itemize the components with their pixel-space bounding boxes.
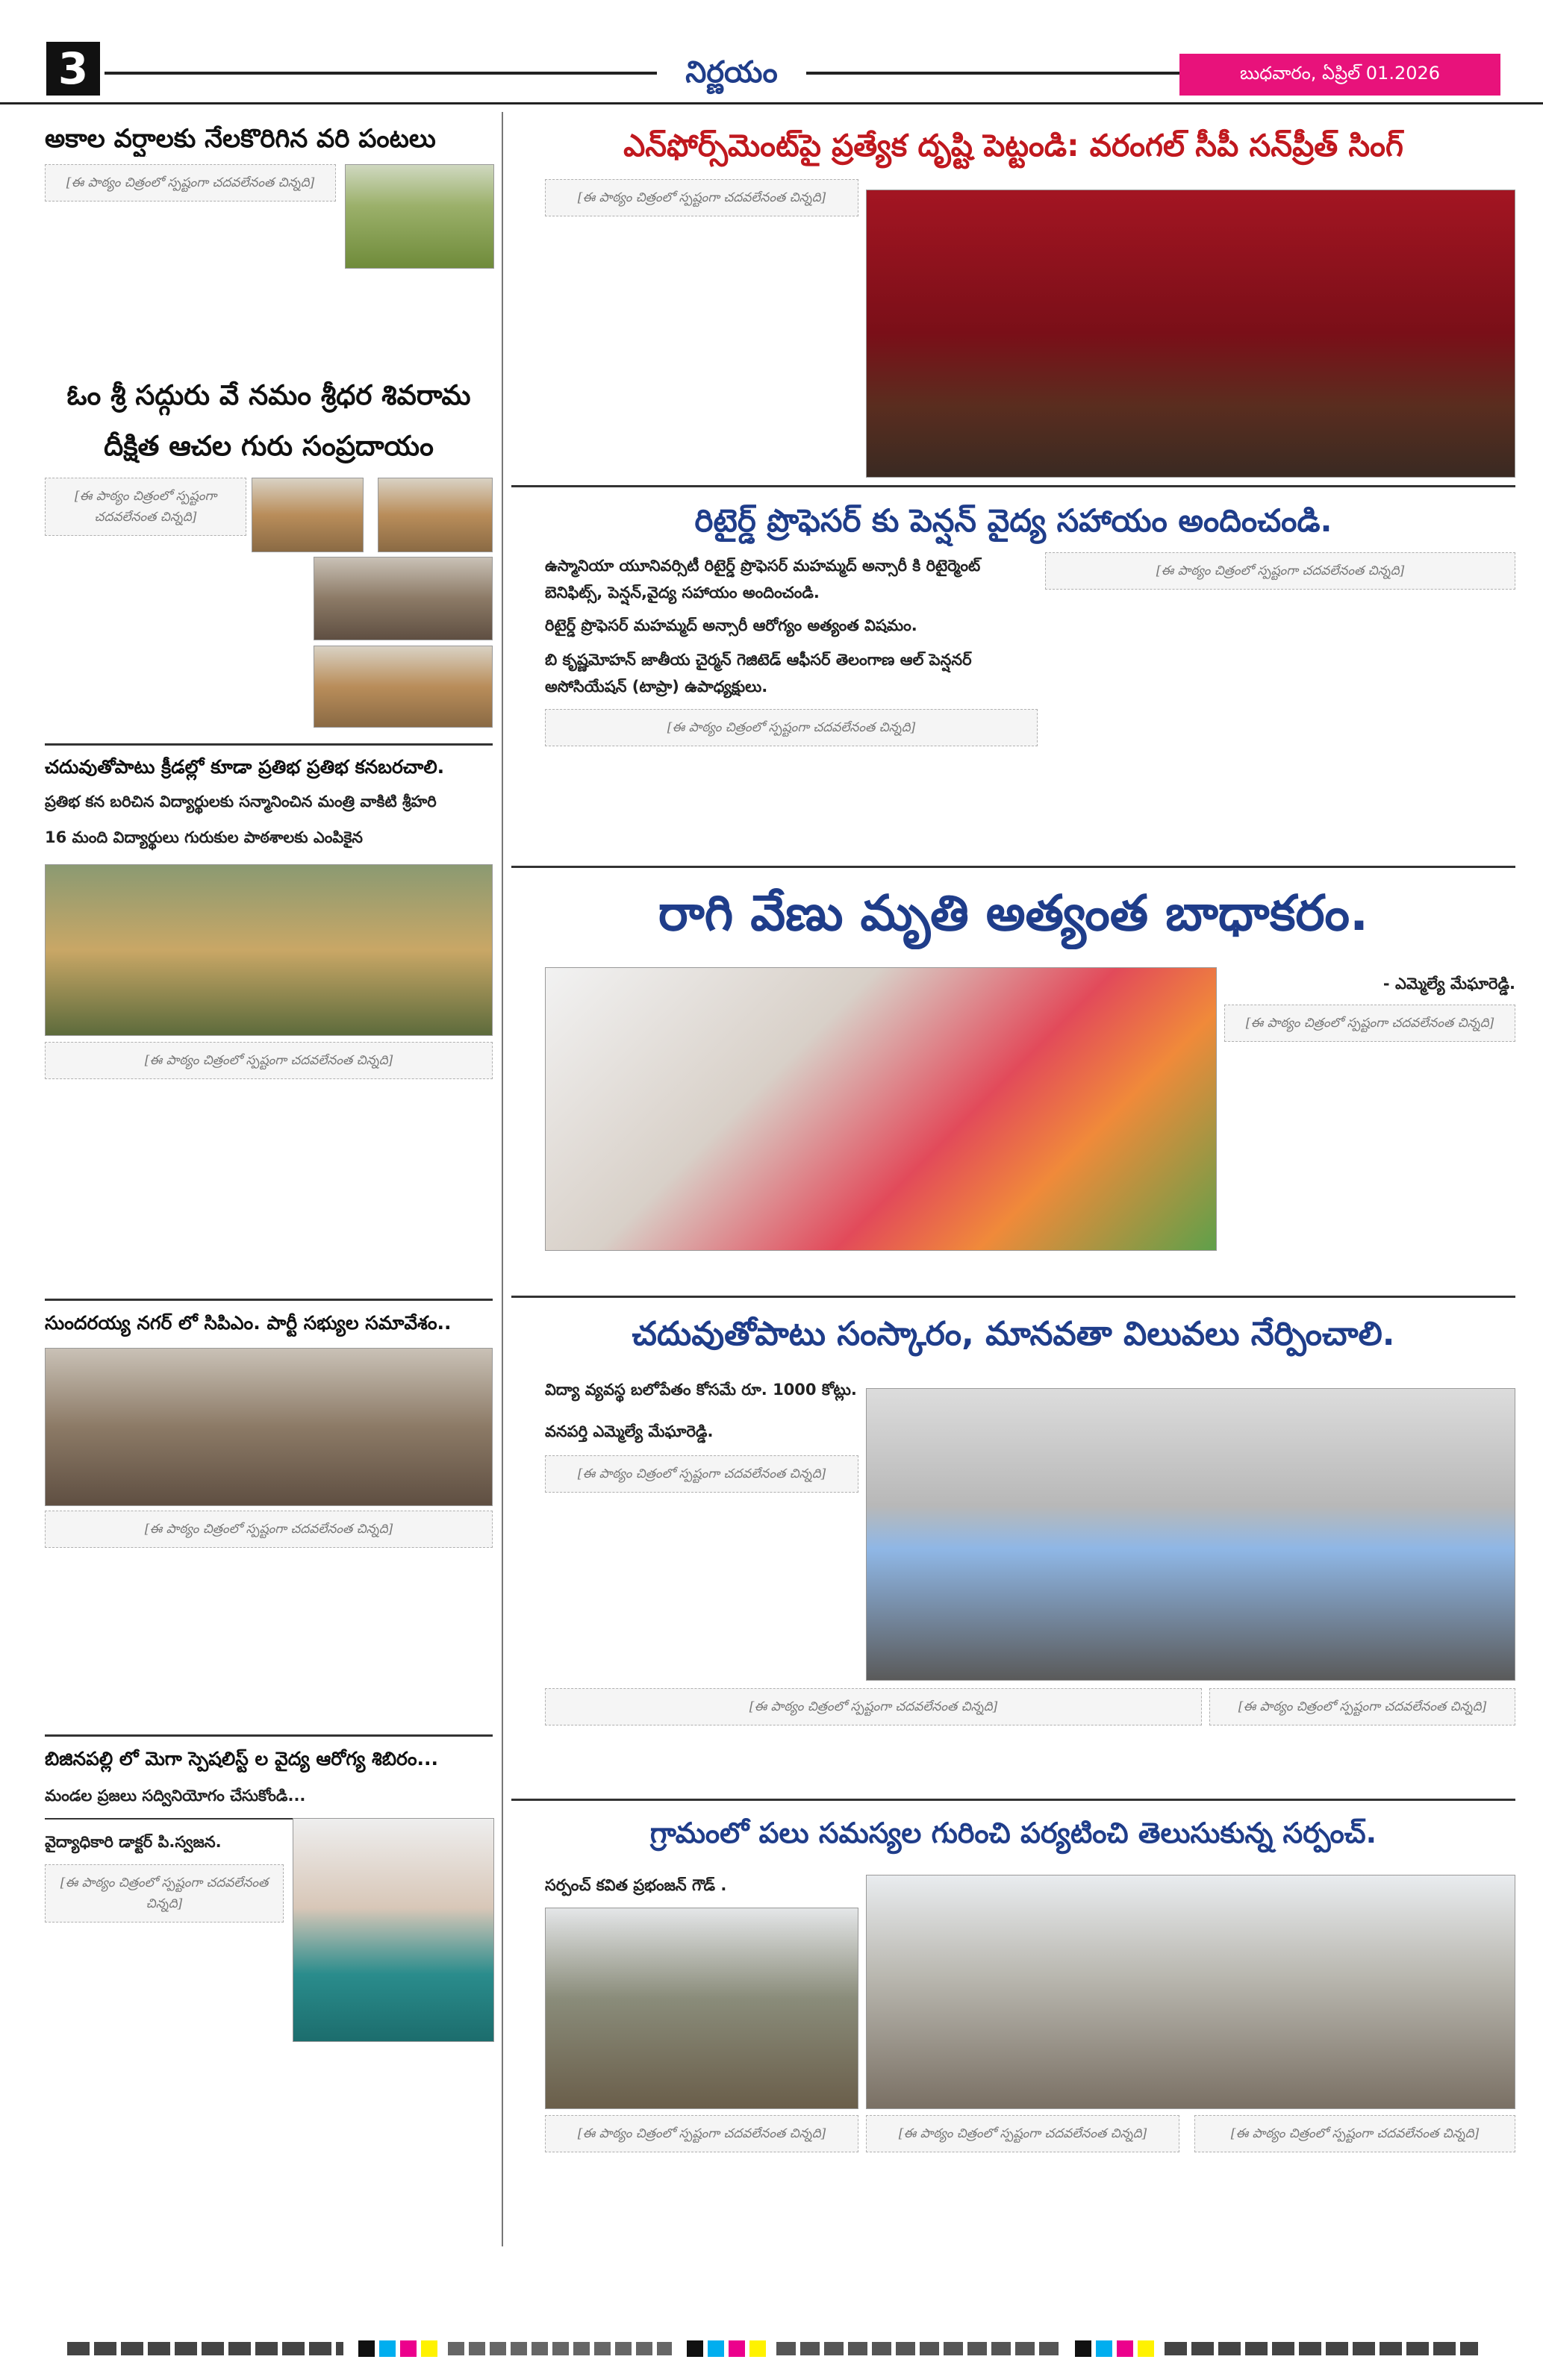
registration-bar-mid-left <box>448 2342 672 2355</box>
values-body-2-placeholder: [ఈ పాఠ్యం చిత్రంలో స్పష్టంగా చదవలేనంత చిన్నది] <box>545 1688 1202 1725</box>
values-body-1 <box>545 1455 858 1679</box>
pension-headline: రిటైర్డ్ ప్రొఫెసర్ కు పెన్షన్ వైద్య సహాయం అందించండి. <box>694 502 1332 539</box>
registration-swatch-cyan <box>379 2340 396 2357</box>
photo-cpm-meeting <box>45 1348 493 1506</box>
registration-swatch-magenta-3 <box>1117 2340 1133 2357</box>
registration-bar-right <box>1165 2342 1478 2355</box>
registration-swatch-magenta-2 <box>729 2340 745 2357</box>
story-rain-body-placeholder: [ఈ పాఠ్యం చిత్రంలో స్పష్టంగా చదవలేనంత చిన్నది] <box>45 164 336 202</box>
column-divider <box>502 112 503 2246</box>
date-band <box>1179 54 1500 96</box>
story-rain-headline: అకాల వర్షాలకు నేలకొరిగిన వరి పంటలు <box>45 124 436 154</box>
story-sports-headline: చదువుతోపాటు క్రీడల్లో కూడా ప్రతిభ ప్రతిభ కనబరచాలి. <box>45 756 445 778</box>
pension-kicker-1: ఉస్మానియా యూనివర్సిటీ రిటైర్డ్ ప్రొఫెసర్ మహమ్మద్ అన్సారీ కి రిటైర్మెంట్ బెనిఫిట్స్, పెన్షన్,వైద్య సహాయం అందించండి. <box>545 557 981 602</box>
story-sports-body-placeholder: [ఈ పాఠ్యం చిత్రంలో స్పష్టంగా చదవలేనంత చిన్నది] <box>45 1042 493 1079</box>
pension-body-2 <box>1045 552 1515 858</box>
story-sports-kicker-1: ప్రతిభ కన బరిచిన విద్యార్థులకు సన్మానించిన మంత్రి వాకిటి శ్రీహరి <box>45 793 437 810</box>
story-camp-kicker-2: వైద్యాధికారి డాక్టర్ పి.స్వజన. <box>45 1833 222 1851</box>
photo-ashram-1 <box>252 478 364 552</box>
story-guru-headline-1: ఓం శ్రీ సద్గురు వే నమం శ్రీధర శివరామ <box>66 379 471 411</box>
photo-ashram-4 <box>314 646 493 728</box>
photo-ashram-2 <box>378 478 493 552</box>
condolence-body <box>1224 1005 1515 1266</box>
pension-body-2-placeholder: [ఈ పాఠ్యం చిత్రంలో స్పష్టంగా చదవలేనంత చిన్నది] <box>1045 552 1515 590</box>
story-cpm-body <box>45 1511 493 1727</box>
village-body-2-placeholder: [ఈ పాఠ్యం చిత్రంలో స్పష్టంగా చదవలేనంత చిన్నది] <box>866 2115 1179 2152</box>
condolence-byline: - ఎమ్మెల్యే మేఘారెడ్డి. <box>1383 975 1515 993</box>
values-body-3-placeholder: [ఈ పాఠ్యం చిత్రంలో స్పష్టంగా చదవలేనంత చిన్నది] <box>1209 1688 1515 1725</box>
right-rule-4 <box>511 1799 1515 1801</box>
values-kicker-2: వనపర్తి ఎమ్మెల్యే మేఘారెడ్డి. <box>545 1422 714 1440</box>
registration-swatch-cyan-3 <box>1096 2340 1112 2357</box>
logo-wordmark: నిర్ణయం <box>685 55 778 90</box>
photo-police-review-meeting <box>866 190 1515 478</box>
photo-ribbon-cutting <box>866 1388 1515 1681</box>
photo-students-felicitation <box>45 864 493 1036</box>
story-camp-body <box>45 1864 284 2215</box>
left-rule-1 <box>45 743 493 746</box>
values-body-2 <box>545 1688 1202 1793</box>
story-rain-body <box>45 164 336 403</box>
story-sports-kicker-2: 16 మంది విద్యార్థులు గురుకుల పాఠశాలకు ఎంపికైన <box>45 828 364 846</box>
page-number: 3 <box>46 42 100 96</box>
story-guru-headline-2: దీక్షిత ఆచల గురు సంప్రదాయం <box>104 430 434 462</box>
registration-swatch-yellow-2 <box>749 2340 766 2357</box>
pension-body-1-placeholder: [ఈ పాఠ్యం చిత్రంలో స్పష్టంగా చదవలేనంత చిన్నది] <box>545 709 1038 746</box>
pension-kicker-3: బి కృష్ణమోహన్ జాతీయ చైర్మన్ గెజిటెడ్ ఆఫీసర్ తెలంగాణ ఆల్ పెన్షనర్ అసోసియేషన్ (టాప్రా) ఉపాధ్యక్షులు. <box>545 651 972 696</box>
village-body-1-placeholder: [ఈ పాఠ్యం చిత్రంలో స్పష్టంగా చదవలేనంత చిన్నది] <box>545 2115 858 2152</box>
condolence-body-placeholder: [ఈ పాఠ్యం చిత్రంలో స్పష్టంగా చదవలేనంత చిన్నది] <box>1224 1005 1515 1042</box>
village-headline: గ్రామంలో పలు సమస్యల గురించి పర్యటించి తెలుసుకున్న సర్పంచ్. <box>649 1817 1377 1849</box>
story-cpm-headline: సుందరయ్య నగర్ లో సిపిఎం. పార్టీ సభ్యుల సమావేశం.. <box>45 1312 452 1334</box>
story-camp-kicker-1: మండల ప్రజలు సద్వినియోగం చేసుకోండి... <box>45 1787 306 1805</box>
story-camp-body-placeholder: [ఈ పాఠ్యం చిత్రంలో స్పష్టంగా చదవలేనంత చిన్నది] <box>45 1864 284 1923</box>
registration-swatch-cyan-2 <box>708 2340 724 2357</box>
lead-headline: ఎన్‌ఫోర్స్‌మెంట్‌పై ప్రత్యేక దృష్టి పెట్టండి: వరంగల్ సీపీ సన్‌ప్రీత్ సింగ్ <box>623 128 1403 163</box>
photo-ashram-3 <box>314 557 493 640</box>
village-body-2 <box>866 2115 1179 2227</box>
village-body-3-placeholder: [ఈ పాఠ్యం చిత్రంలో స్పష్టంగా చదవలేనంత చిన్నది] <box>1194 2115 1515 2152</box>
right-rule-1 <box>511 485 1515 487</box>
photo-paddy-field <box>345 164 494 269</box>
lead-body <box>545 179 858 478</box>
lead-body-placeholder: [ఈ పాఠ్యం చిత్రంలో స్పష్టంగా చదవలేనంత చిన్నది] <box>545 179 858 216</box>
story-guru-body-placeholder: [ఈ పాఠ్యం చిత్రంలో స్పష్టంగా చదవలేనంత చిన్నది] <box>45 478 246 536</box>
village-body-3 <box>1194 2115 1515 2227</box>
registration-bar-mid-right <box>776 2342 1060 2355</box>
values-body-3 <box>1209 1688 1515 1793</box>
village-body-1 <box>545 2115 858 2227</box>
story-cpm-body-placeholder: [ఈ పాఠ్యం చిత్రంలో స్పష్టంగా చదవలేనంత చిన్నది] <box>45 1511 493 1548</box>
masthead <box>0 0 1543 104</box>
values-kicker-1: విద్యా వ్యవస్థ బలోపేతం కోసమే రూ. 1000 కోట్లు. <box>545 1381 857 1399</box>
pension-body-1 <box>545 709 1038 858</box>
photo-village-walk <box>866 1875 1515 2109</box>
photo-village-handpump <box>545 1908 858 2109</box>
registration-bar-left <box>67 2342 343 2355</box>
story-sports-body <box>45 1042 493 1288</box>
registration-swatch-yellow <box>421 2340 437 2357</box>
village-byline: సర్పంచ్ కవిత ప్రభంజన్ గౌడ్ . <box>545 1876 727 1894</box>
masthead-rule <box>105 72 1179 75</box>
logo-artwork <box>657 48 806 96</box>
registration-swatch-black-2 <box>687 2340 703 2357</box>
values-body-1-placeholder: [ఈ పాఠ్యం చిత్రంలో స్పష్టంగా చదవలేనంత చిన్నది] <box>545 1455 858 1493</box>
registration-swatch-yellow-3 <box>1138 2340 1154 2357</box>
newspaper-logo <box>657 48 806 96</box>
photo-tribute-flowers <box>545 967 1217 1251</box>
pension-kicker-2: రిటైర్డ్ ప్రొఫెసర్ మహమ్మద్ అన్సారీ ఆరోగ్యం అత్యంత విషమం. <box>545 616 917 634</box>
right-rule-3 <box>511 1296 1515 1298</box>
right-rule-2 <box>511 866 1515 868</box>
story-camp-headline: బిజినపల్లి లో మెగా స్పెషలిస్ట్ ల వైద్య ఆరోగ్య శిబిరం... <box>45 1748 438 1770</box>
values-headline: చదువుతోపాటు సంస్కారం, మానవతా విలువలు నేర్పించాలి. <box>632 1315 1395 1353</box>
registration-swatch-magenta <box>400 2340 417 2357</box>
left-rule-2 <box>45 1299 493 1301</box>
registration-swatch-black-3 <box>1075 2340 1091 2357</box>
story-guru-body <box>45 478 246 735</box>
condolence-headline: రాగి వేణు మృతి అత్యంత బాధాకరం. <box>658 884 1369 942</box>
photo-doctor <box>293 1818 494 2042</box>
left-rule-3 <box>45 1734 493 1737</box>
issue-date: బుధవారం, ఏప్రిల్ 01.2026 <box>1239 63 1441 84</box>
registration-swatch-black <box>358 2340 375 2357</box>
